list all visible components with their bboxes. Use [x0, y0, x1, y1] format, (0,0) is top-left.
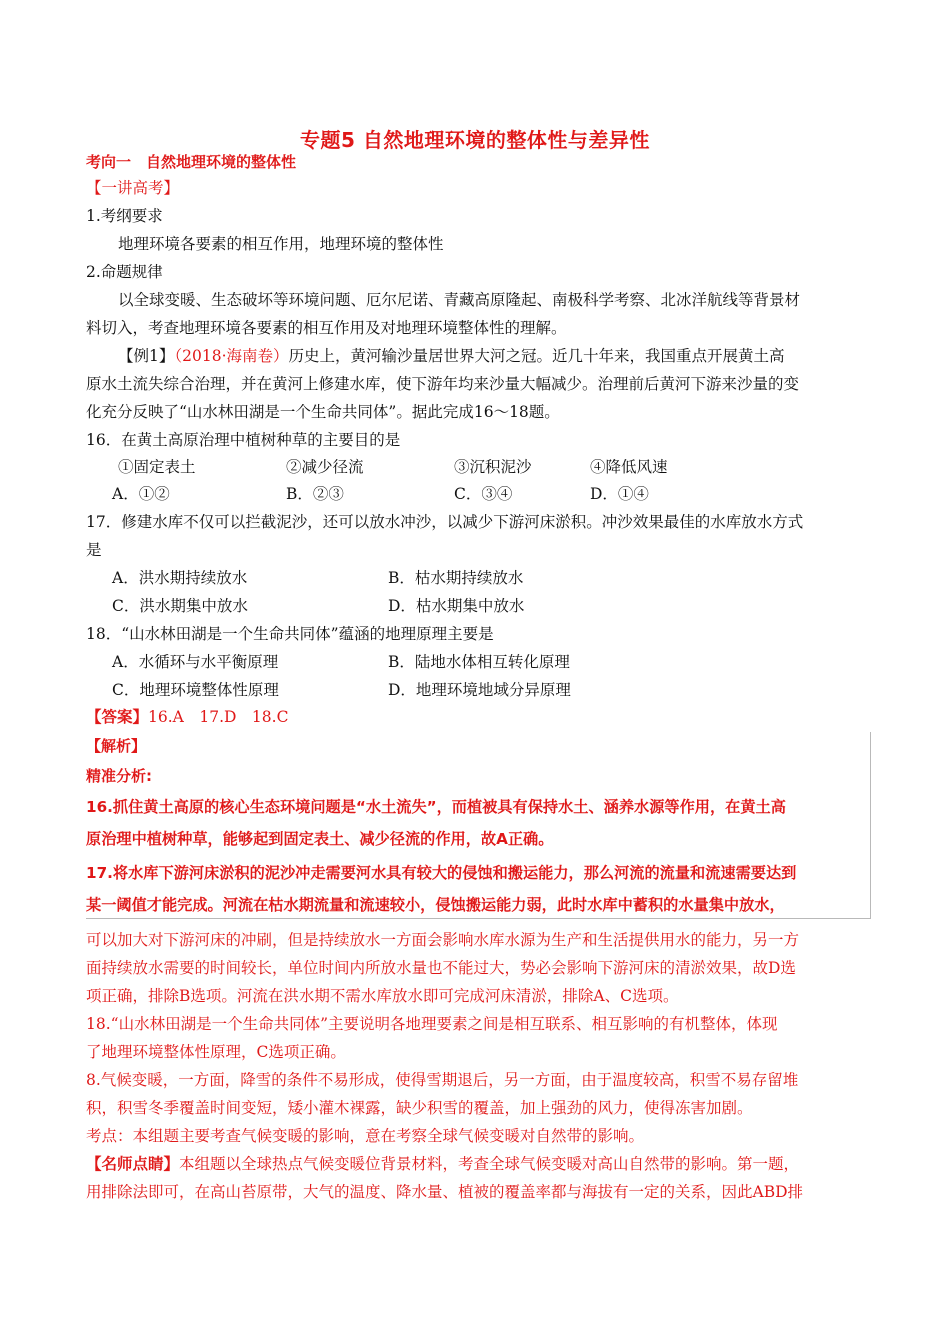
analysis-box-line3: 17.将水库下游河床淤积的泥沙冲走需要河水具有较大的侵蚀和搬运能力，那么河流的流量和流速需要达到: [86, 864, 797, 882]
q16-item-4: ④降低风速: [590, 458, 668, 476]
q16-option-d: D．①④: [590, 485, 649, 503]
example-source: （2018·海南卷）: [174, 347, 289, 365]
analysis-line-7: 积，积雪冬季覆盖时间变短，矮小灌木裸露，缺少积雪的覆盖，加上强劲的风力，使得冻害加剧。: [86, 1099, 753, 1117]
pattern-heading: 2.命题规律: [86, 263, 163, 281]
analysis-tag: 【解析】: [86, 737, 147, 755]
pattern-text-line1: 以全球变暖、生态破坏等环境问题、厄尔尼诺、青藏高原隆起、南极科学考察、北冰洋航线等背景材: [118, 291, 801, 309]
page-title: 专题5 自然地理环境的整体性与差异性: [300, 128, 650, 152]
q17-stem-line1: 17．修建水库不仅可以拦截泥沙，还可以放水冲沙，以减少下游河床淤积。冲沙效果最佳的水库放水方式: [86, 513, 804, 531]
example-line2: 原水土流失综合治理，并在黄河上修建水库，使下游年均来沙量大幅减少。治理前后黄河下游来沙量的变: [86, 375, 800, 393]
analysis-box: [86, 732, 871, 919]
analysis-line-3: 项正确，排除B选项。河流在洪水期不需水库放水即可完成河床清淤，排除A、C选项。: [86, 987, 679, 1005]
q16-item-1: ①固定表土: [118, 458, 196, 476]
analysis-line-2: 面持续放水需要的时间较长，单位时间内所放水量也不能过大，势必会影响下游河床的清淤效果，故D选: [86, 959, 796, 977]
analysis-line-8: 考点：本组题主要考查气候变暖的影响，意在考察全球气候变暖对自然带的影响。: [86, 1127, 645, 1145]
q17-stem-line2: 是: [86, 541, 102, 559]
analysis-line-4: 18.“山水林田湖是一个生命共同体”主要说明各地理要素之间是相互联系、相互影响的有机整体，体现: [86, 1015, 778, 1033]
syllabus-text: 地理环境各要素的相互作用，地理环境的整体性: [118, 235, 444, 253]
q16-option-b: B．②③: [286, 485, 344, 503]
teacher-note-line2: 用排除法即可，在高山苔原带，大气的温度、降水量、植被的覆盖率都与海拔有一定的关系，因此ABD排: [86, 1183, 804, 1201]
teacher-text: 本组题以全球热点气候变暖位背景材料，考查全球气候变暖对高山自然带的影响。第一题，: [179, 1155, 800, 1173]
analysis-box-line4: 某一阈值才能完成。河流在枯水期流量和流速较小，侵蚀搬运能力弱，此时水库中蓄积的水量集中放水，: [86, 896, 785, 914]
q18-option-b: B．陆地水体相互转化原理: [388, 653, 570, 671]
teacher-note-line1: [86, 1154, 799, 1174]
answer-text: 16.A 17.D 18.C: [148, 708, 289, 726]
section-heading: 考向一 自然地理环境的整体性: [86, 153, 297, 171]
precise-analysis-label: 精准分析:: [86, 767, 152, 785]
example-text: 历史上，黄河输沙量居世界大河之冠。近几十年来，我国重点开展黄土高: [288, 347, 785, 365]
q17-option-a: A．洪水期持续放水: [112, 569, 248, 587]
q18-option-d: D．地理环境地域分异原理: [388, 681, 571, 699]
example-line1: [118, 346, 785, 366]
q17-option-c: C．洪水期集中放水: [112, 597, 248, 615]
q18-option-a: A．水循环与水平衡原理: [112, 653, 279, 671]
teacher-tag: 【名师点睛】: [86, 1154, 180, 1173]
q16-item-2: ②减少径流: [286, 458, 364, 476]
q17-option-d: D．枯水期集中放水: [388, 597, 525, 615]
q18-stem: 18．“山水林田湖是一个生命共同体”蕴涵的地理原理主要是: [86, 625, 494, 643]
analysis-line-6: 8.气候变暖，一方面，降雪的条件不易形成，使得雪期退后，另一方面，由于温度较高，积雪不易存留堆: [86, 1071, 799, 1089]
pattern-text-line2: 料切入，考查地理环境各要素的相互作用及对地理环境整体性的理解。: [86, 319, 567, 337]
q16-item-3: ③沉积泥沙: [454, 458, 532, 476]
q18-option-c: C．地理环境整体性原理: [112, 681, 279, 699]
example-tag: 【例1】: [118, 347, 175, 365]
q16-option-a: A．①②: [112, 485, 170, 503]
q16-option-c: C．③④: [454, 485, 513, 503]
example-line3: 化充分反映了“山水林田湖是一个生命共同体”。据此完成16～18题。: [86, 403, 560, 421]
syllabus-heading: 1.考纲要求: [86, 207, 163, 225]
q16-stem: 16．在黄土高原治理中植树种草的主要目的是: [86, 431, 401, 449]
analysis-box-line2: 原治理中植树种草，能够起到固定表土、减少径流的作用，故A正确。: [86, 830, 554, 848]
lecture-tag: 【一讲高考】: [86, 179, 180, 197]
q17-option-b: B．枯水期持续放水: [388, 569, 524, 587]
answer-tag: 【答案】: [86, 707, 149, 726]
analysis-box-line1: 16.抓住黄土高原的核心生态环境问题是“水土流失”，而植被具有保持水土、涵养水源等作用，在黄土高: [86, 798, 786, 816]
analysis-line-1: 可以加大对下游河床的冲刷，但是持续放水一方面会影响水库水源为生产和生活提供用水的能力，另一方: [86, 931, 800, 949]
answer-line: [86, 707, 288, 727]
analysis-line-5: 了地理环境整体性原理，C选项正确。: [86, 1043, 346, 1061]
